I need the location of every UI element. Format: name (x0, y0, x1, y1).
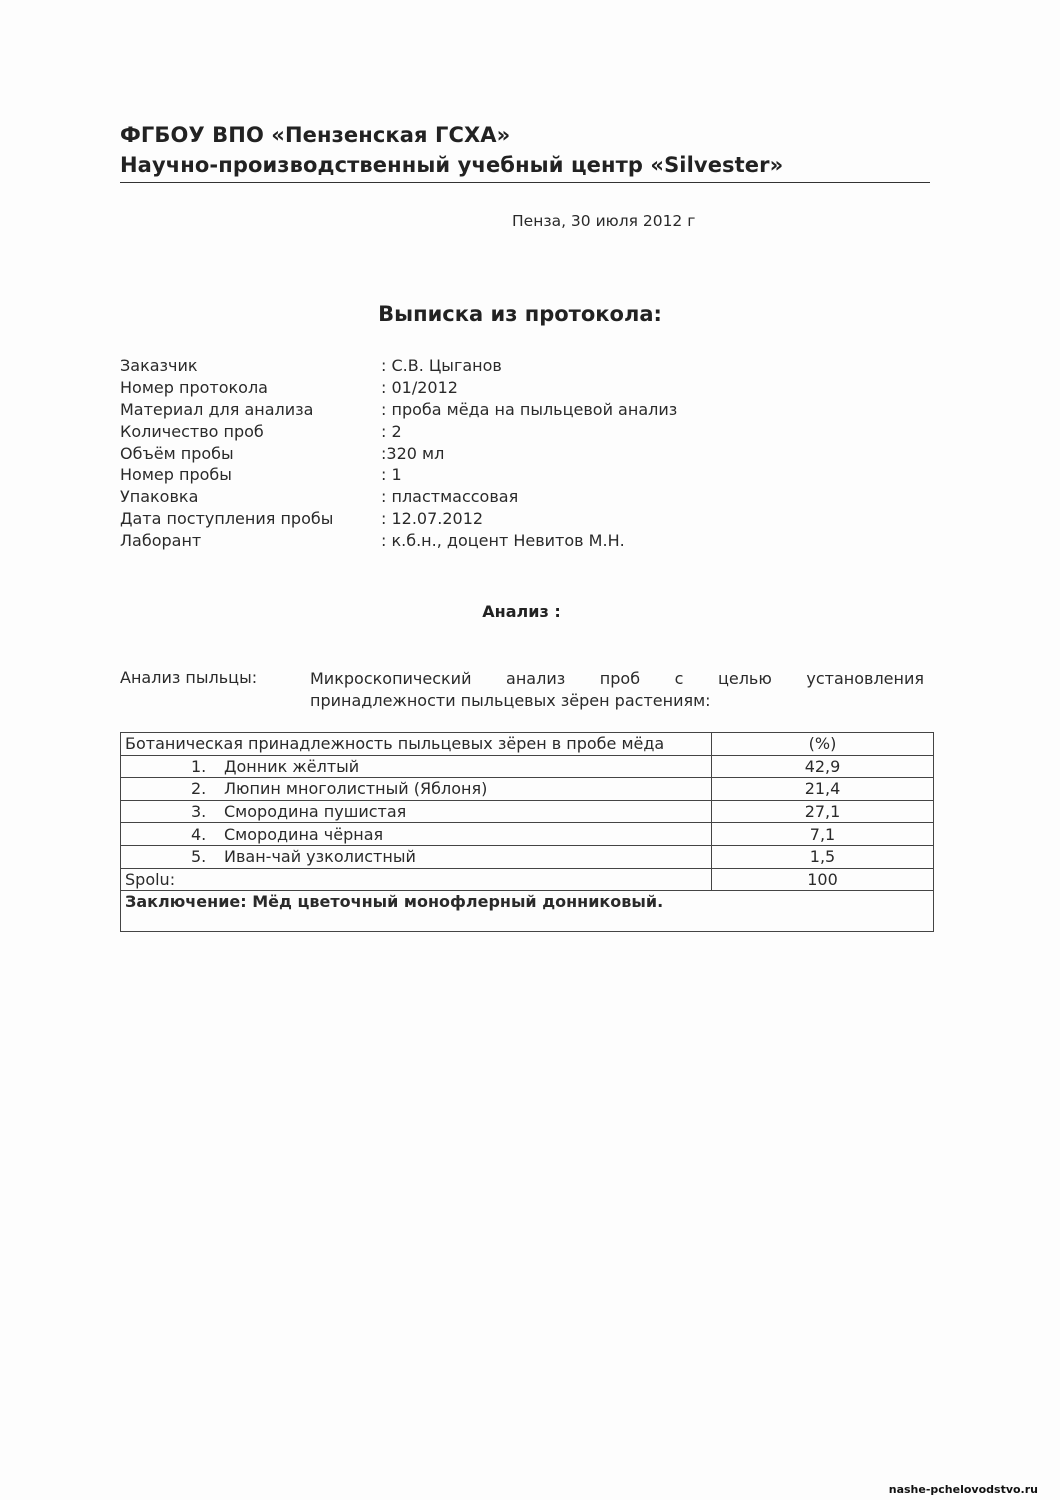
field-label: Материал для анализа (120, 399, 314, 419)
analysis-section-title: Анализ : (482, 602, 561, 621)
field-label: Лаборант (120, 531, 202, 551)
pollen-analysis-label: Анализ пыльцы: (120, 668, 258, 687)
field-row-packaging (120, 486, 820, 508)
field-row-material (120, 399, 820, 421)
total-value: 100 (712, 868, 934, 891)
plant-name: Смородина пушистая (224, 802, 407, 822)
place-date: Пенза, 30 июля 2012 г (512, 212, 696, 230)
column-header-percent: (%) (712, 733, 934, 756)
center-name: Научно-производственный учебный центр «Silvester» (120, 153, 784, 177)
plant-name-cell (121, 823, 712, 846)
plant-name-cell (121, 845, 712, 868)
organization-name: ФГБОУ ВПО «Пензенская ГСХА» (120, 123, 511, 147)
field-value: : 01/2012 (381, 377, 458, 397)
plant-name-cell (121, 800, 712, 823)
plant-name: Иван-чай узколистный (224, 847, 416, 867)
document-title: Выписка из протокола: (378, 302, 662, 326)
description-line: Микроскопический анализ проб с целью установления (310, 669, 924, 688)
plant-name-cell (121, 778, 712, 801)
plant-name: Смородина чёрная (224, 824, 384, 844)
table-header-row (121, 733, 934, 756)
field-row-customer (120, 355, 820, 377)
percent-cell: 27,1 (712, 800, 934, 823)
description-line: принадлежности пыльцевых зёрен растениям: (310, 691, 711, 710)
item-number: 4. (191, 824, 207, 844)
plant-name: Донник жёлтый (224, 756, 360, 776)
field-value: : 2 (381, 421, 402, 441)
protocol-fields (120, 355, 820, 552)
field-row-receipt-date (120, 508, 820, 530)
field-label: Номер протокола (120, 377, 268, 397)
table-row (121, 778, 934, 801)
field-row-protocol-number (120, 377, 820, 399)
field-row-sample-number (120, 464, 820, 486)
item-number: 3. (191, 802, 207, 822)
total-label: Spolu: (121, 868, 712, 891)
field-value: : к.б.н., доцент Невитов М.Н. (381, 531, 625, 551)
percent-cell: 42,9 (712, 755, 934, 778)
field-label: Дата поступления пробы (120, 509, 334, 529)
document-header (120, 120, 930, 183)
table-row (121, 823, 934, 846)
item-number: 2. (191, 779, 207, 799)
table-total-row (121, 868, 934, 891)
table-row (121, 755, 934, 778)
conclusion-text: Заключение: Мёд цветочный монофлерный донниковый. (121, 891, 934, 932)
plant-name-cell (121, 755, 712, 778)
field-value: : пластмассовая (381, 487, 519, 507)
field-value: : С.В. Цыганов (381, 356, 502, 375)
percent-cell: 21,4 (712, 778, 934, 801)
field-value: : 12.07.2012 (381, 509, 484, 529)
field-row-lab-assistant (120, 530, 820, 552)
field-value: :320 мл (381, 443, 445, 463)
field-label: Количество проб (120, 421, 264, 441)
percent-cell: 1,5 (712, 845, 934, 868)
plant-name: Люпин многолистный (Яблоня) (224, 779, 488, 799)
pollen-table (120, 732, 934, 932)
percent-cell: 7,1 (712, 823, 934, 846)
site-watermark: nashe-pchelovodstvo.ru (888, 1483, 1038, 1496)
item-number: 1. (191, 756, 207, 776)
field-value: : проба мёда на пыльцевой анализ (381, 399, 678, 419)
field-row-sample-volume (120, 443, 820, 465)
field-label: Упаковка (120, 487, 199, 507)
field-row-sample-count (120, 421, 820, 443)
table-conclusion-row (121, 891, 934, 932)
field-value: : 1 (381, 465, 402, 485)
item-number: 5. (191, 847, 207, 867)
field-label: Объём пробы (120, 443, 234, 463)
table-row (121, 845, 934, 868)
pollen-analysis-description (310, 668, 924, 712)
table-row (121, 800, 934, 823)
field-label: Заказчик (120, 356, 198, 375)
field-label: Номер пробы (120, 465, 232, 485)
column-header-botanical: Ботаническая принадлежность пыльцевых зёрен в пробе мёда (121, 733, 712, 756)
